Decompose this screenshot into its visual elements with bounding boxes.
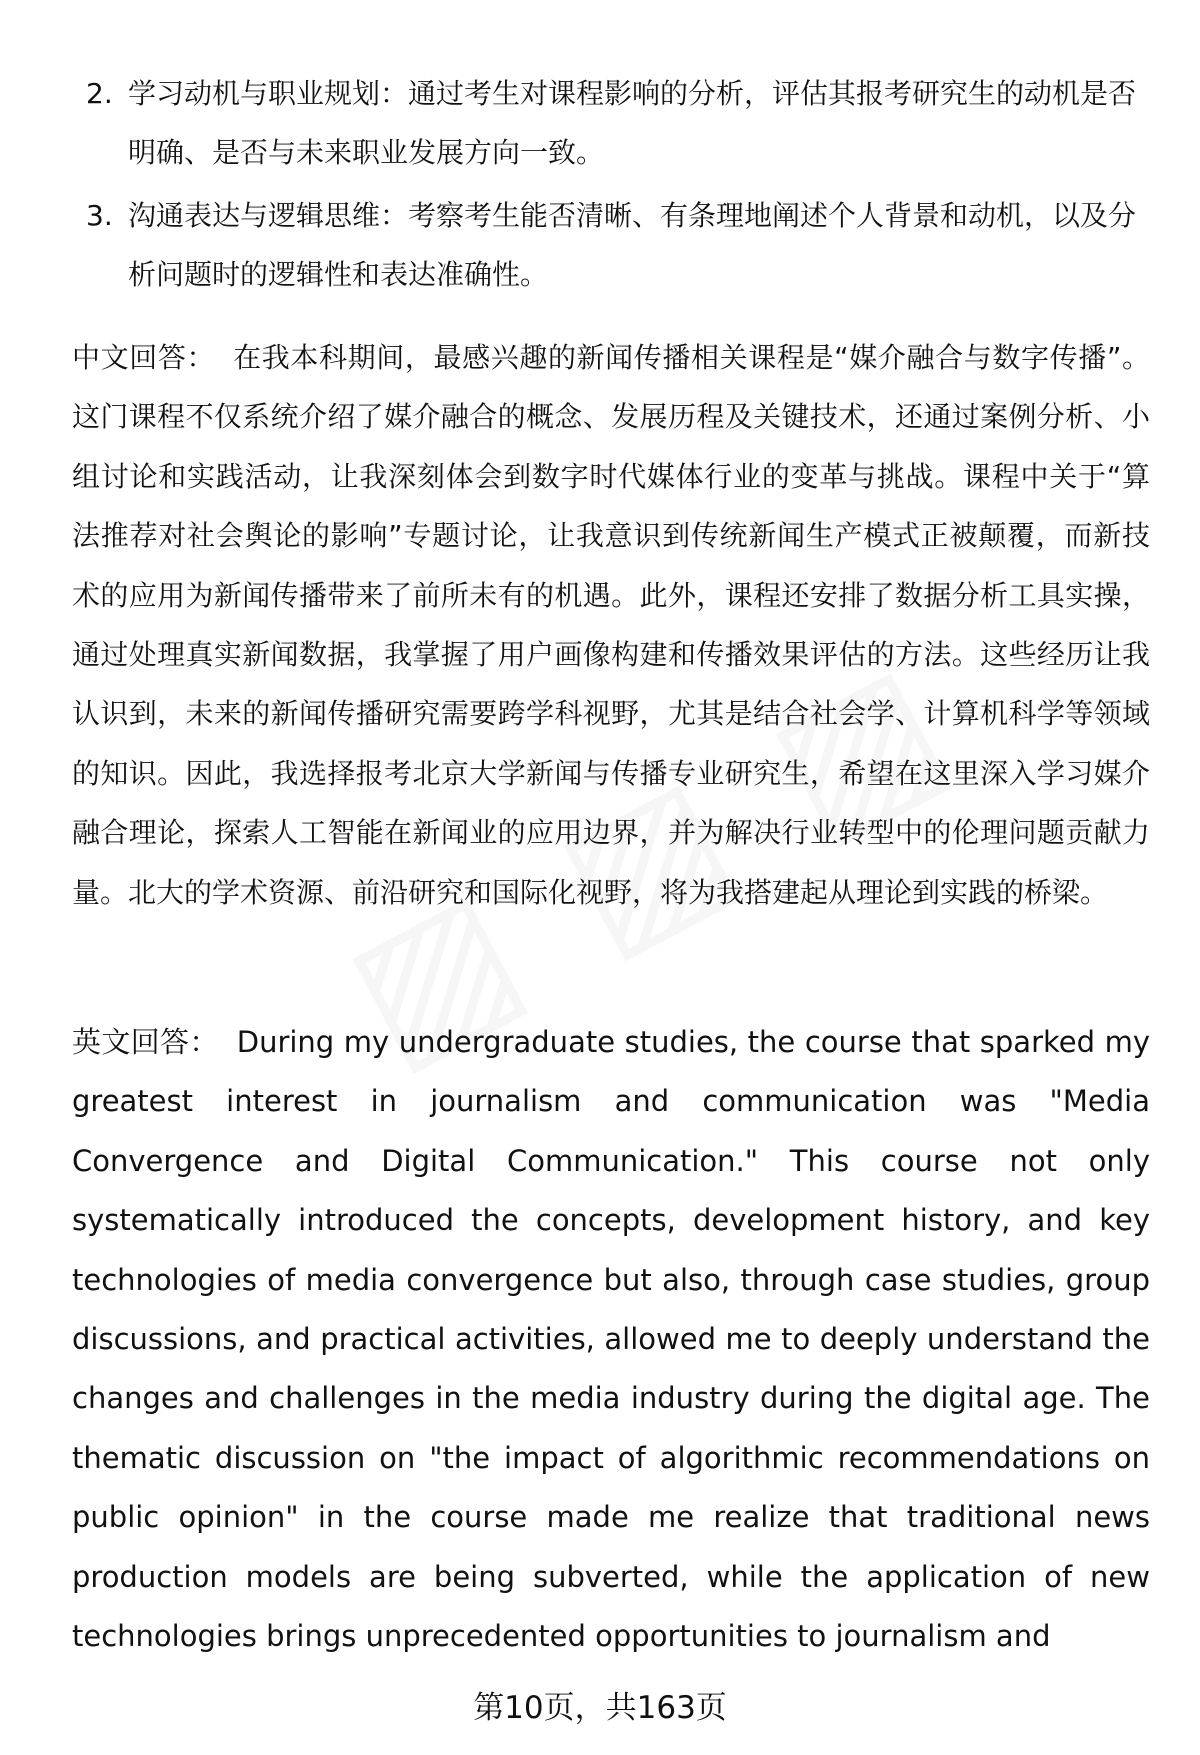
list-item-text: 沟通表达与逻辑思维：考察考生能否清晰、有条理地阐述个人背景和动机，以及分析问题时的逻辑性和表达准确性。 <box>128 199 1137 291</box>
criteria-list <box>72 64 1150 308</box>
list-item <box>72 64 1150 182</box>
chinese-answer-text: 在我本科期间，最感兴趣的新闻传播相关课程是“媒介融合与数字传播”。这门课程不仅系统介绍了媒介融合的概念、发展历程及关键技术，还通过案例分析、小组讨论和实践活动，让我深刻体会到数字时代媒体行业的变革与挑战。课程中关于“算法推荐对社会舆论的影响”专题讨论，让我意识到传统新闻生产模式正被颠覆，而新技术的应用为新闻传播带来了前所未有的机遇。此外，课程还安排了数据分析工具实操，通过处理真实新闻数据，我掌握了用户画像构建和传播效果评估的方法。这些经历让我认识到，未来的新闻传播研究需要跨学科视野，尤其是结合社会学、计算机科学等领域的知识。因此，我选择报考北京大学新闻与传播专业研究生，希望在这里深入学习媒介融合理论，探索人工智能在新闻业的应用边界，并为解决行业转型中的伦理问题贡献力量。北大的学术资源、前沿研究和国际化视野，将为我搭建起从理论到实践的桥梁。 <box>72 341 1150 909</box>
list-item-number: 2. <box>86 77 113 110</box>
english-answer-label: 英文回答： <box>72 1025 219 1059</box>
list-item-number: 3. <box>86 199 113 232</box>
list-item-text: 学习动机与职业规划：通过考生对课程影响的分析，评估其报考研究生的动机是否明确、是否与未来职业发展方向一致。 <box>128 77 1137 169</box>
english-answer-paragraph <box>72 1013 1150 1666</box>
chinese-answer-label: 中文回答： <box>72 341 216 374</box>
page-footer: 第10页，共163页 <box>473 1690 727 1726</box>
list-item <box>72 186 1150 304</box>
chinese-answer-paragraph <box>72 328 1150 922</box>
english-answer-text: During my undergraduate studies, the course that sparked my greatest interest in journalism and communication was "Media Convergence and Digital Communication." This course not only systematically introduced the concepts, development history, and key technologies of media convergence but also, through case studies, group discussions, and practical activities, allowed me to deeply understand the changes and challenges in the media industry during the digital age. The thematic discussion on "the impact of algorithmic recommendations on public opinion" in the course made me realize that traditional news production models are being subverted, while the application of new technologies brings unprecedented opportunities to journalism and <box>72 1025 1150 1654</box>
